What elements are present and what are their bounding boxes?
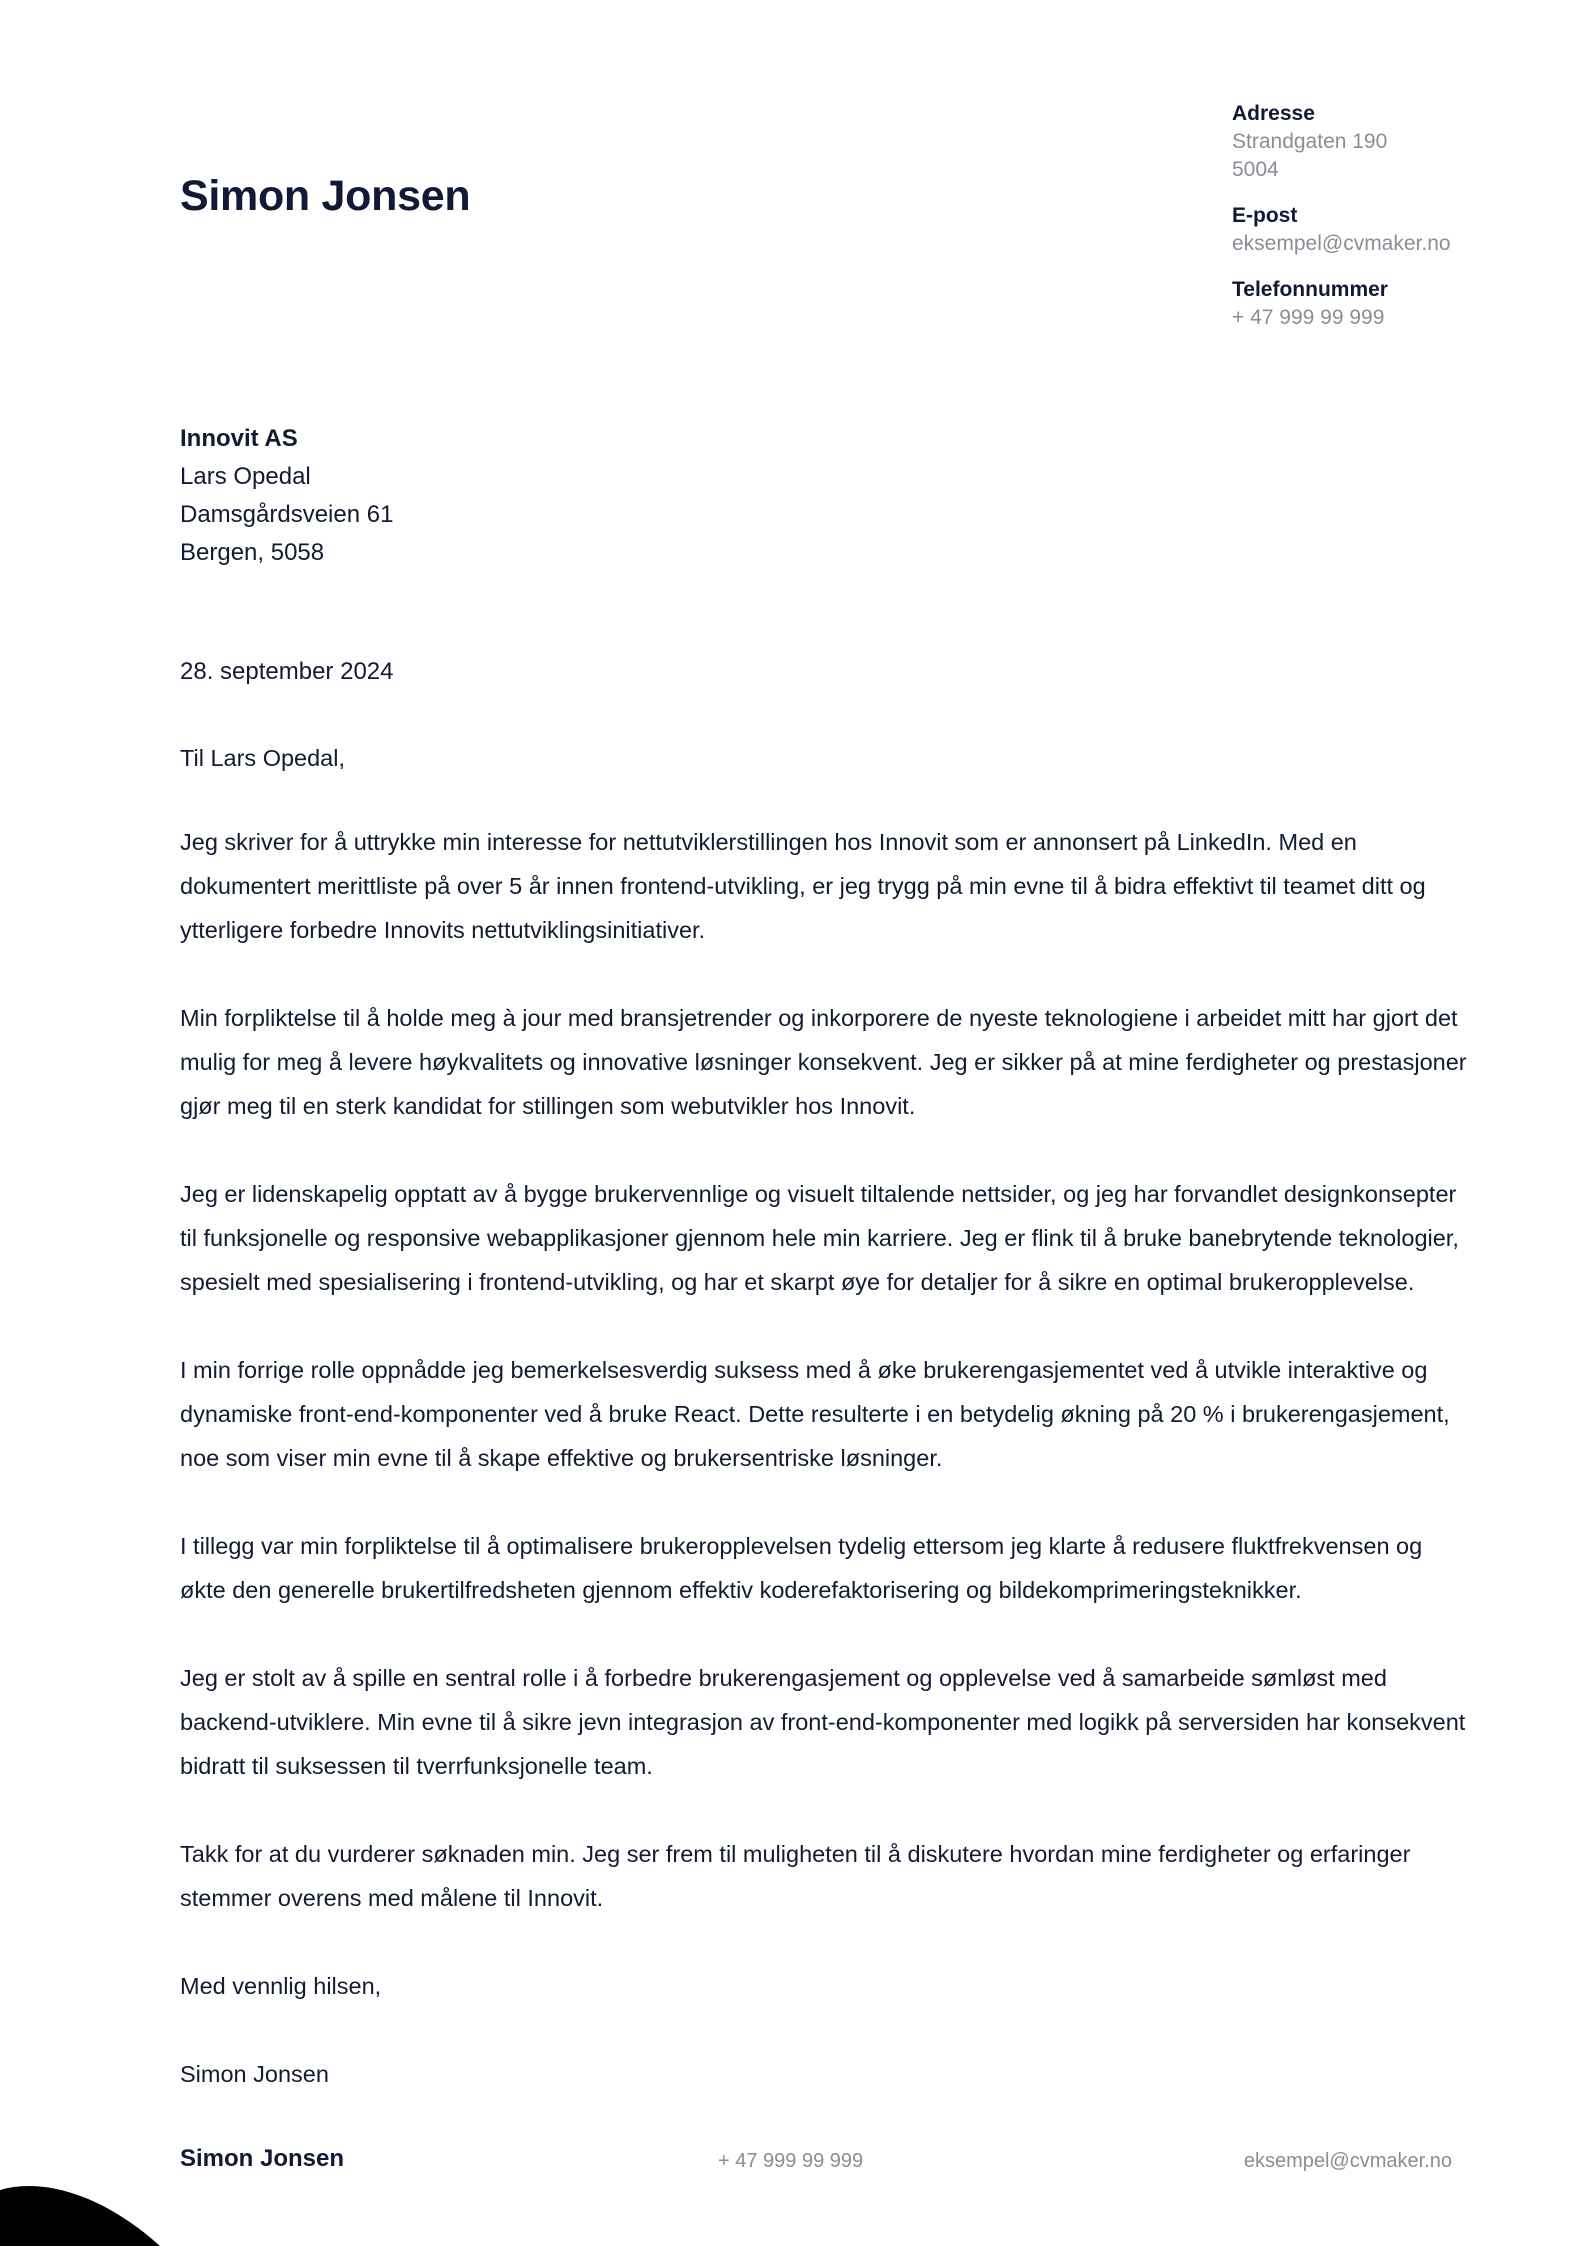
salutation: Til Lars Opedal, bbox=[180, 745, 346, 771]
contact-block bbox=[1232, 100, 1562, 350]
paragraph: Jeg er lidenskapelig opptatt av å bygge brukervennlige og visuelt tiltalende nettsider, og jeg har forvandlet designkonsepter til funksjonelle og responsive webapplikasjoner gjennom hele min karriere. Jeg er flink til å bruke banebrytende teknologier, spesielt med spesialisering i frontend-utvikling, og har et skarpt øye for detaljer for å sikre en optimal brukeropplevelse. bbox=[180, 1181, 1459, 1295]
email-value: eksempel@cvmaker.no bbox=[1232, 232, 1451, 255]
footer-name: Simon Jonsen bbox=[180, 2145, 345, 2172]
contact-email bbox=[1232, 202, 1562, 258]
page-title: Simon Jonsen bbox=[180, 172, 471, 220]
footer-email: eksempel@cvmaker.no bbox=[1243, 2150, 1452, 2172]
paragraph: Jeg skriver for å uttrykke min interesse for nettutviklerstillingen hos Innovit som er annonsert på LinkedIn. Med en dokumentert merittliste på over 5 år innen frontend-utvikling, er jeg trygg på min evne til å bidra effektivt til teamet ditt og ytterligere forbedre Innovits nettutviklingsinitiativer. bbox=[180, 829, 1426, 943]
address-label: Adresse bbox=[1232, 102, 1315, 125]
recipient-city: Bergen, 5058 bbox=[180, 539, 325, 566]
phone-label: Telefonnummer bbox=[1232, 278, 1388, 301]
address-line-2: 5004 bbox=[1232, 158, 1279, 181]
paragraph: Min forpliktelse til å holde meg à jour med bransjetrender og inkorporere de nyeste teknologiene i arbeidet mitt har gjort det mulig for meg å levere høykvalitets og innovative løsninger konsekvent. Jeg er sikker på at mine ferdigheter og prestasjoner gjør meg til en sterk kandidat for stillingen som webutvikler hos Innovit. bbox=[180, 1005, 1467, 1119]
letter-body bbox=[180, 736, 1470, 2140]
paragraph: I tillegg var min forpliktelse til å optimalisere brukeropplevelsen tydelig ettersom jeg klarte å redusere fluktfrekvensen og økte den generelle brukertilfredsheten gjennom effektiv koderefaktorisering og bildekomprimeringsteknikker. bbox=[180, 1533, 1423, 1603]
paragraph: I min forrige rolle oppnådde jeg bemerkelsesverdig suksess med å øke brukerengasjementet ved å utvikle interaktive og dynamiske front-end-komponenter ved å bruke React. Dette resulterte i en betydelig økning på 20 % i brukerengasjement, noe som viser min evne til å skape effektive og brukersentriske løsninger. bbox=[180, 1357, 1450, 1471]
address-line-1: Strandgaten 190 bbox=[1232, 130, 1388, 153]
recipient-street: Damsgårdsveien 61 bbox=[180, 501, 394, 528]
contact-address bbox=[1232, 100, 1562, 184]
footer-phone: + 47 999 99 999 bbox=[718, 2150, 864, 2172]
phone-value: + 47 999 99 999 bbox=[1232, 306, 1385, 329]
closing: Med vennlig hilsen, bbox=[180, 1973, 382, 1999]
recipient-address bbox=[180, 420, 393, 572]
email-label: E-post bbox=[1232, 204, 1298, 227]
corner-decoration-shape bbox=[0, 2182, 160, 2246]
recipient-company: Innovit AS bbox=[180, 425, 298, 452]
corner-blob-path bbox=[0, 2186, 160, 2246]
letter-date: 28. september 2024 bbox=[180, 658, 394, 685]
paragraph: Takk for at du vurderer søknaden min. Jeg ser frem til muligheten til å diskutere hvordan mine ferdigheter og erfaringer stemmer overens med målene til Innovit. bbox=[180, 1841, 1411, 1911]
signature: Simon Jonsen bbox=[180, 2061, 329, 2087]
recipient-person: Lars Opedal bbox=[180, 463, 311, 490]
paragraph: Jeg er stolt av å spille en sentral rolle i å forbedre brukerengasjement og opplevelse ved å samarbeide sømløst med backend-utviklere. Min evne til å sikre jevn integrasjon av front-end-komponenter med logikk på serversiden har konsekvent bidratt til suksessen til tverrfunksjonelle team. bbox=[180, 1665, 1466, 1779]
contact-phone bbox=[1232, 276, 1562, 332]
